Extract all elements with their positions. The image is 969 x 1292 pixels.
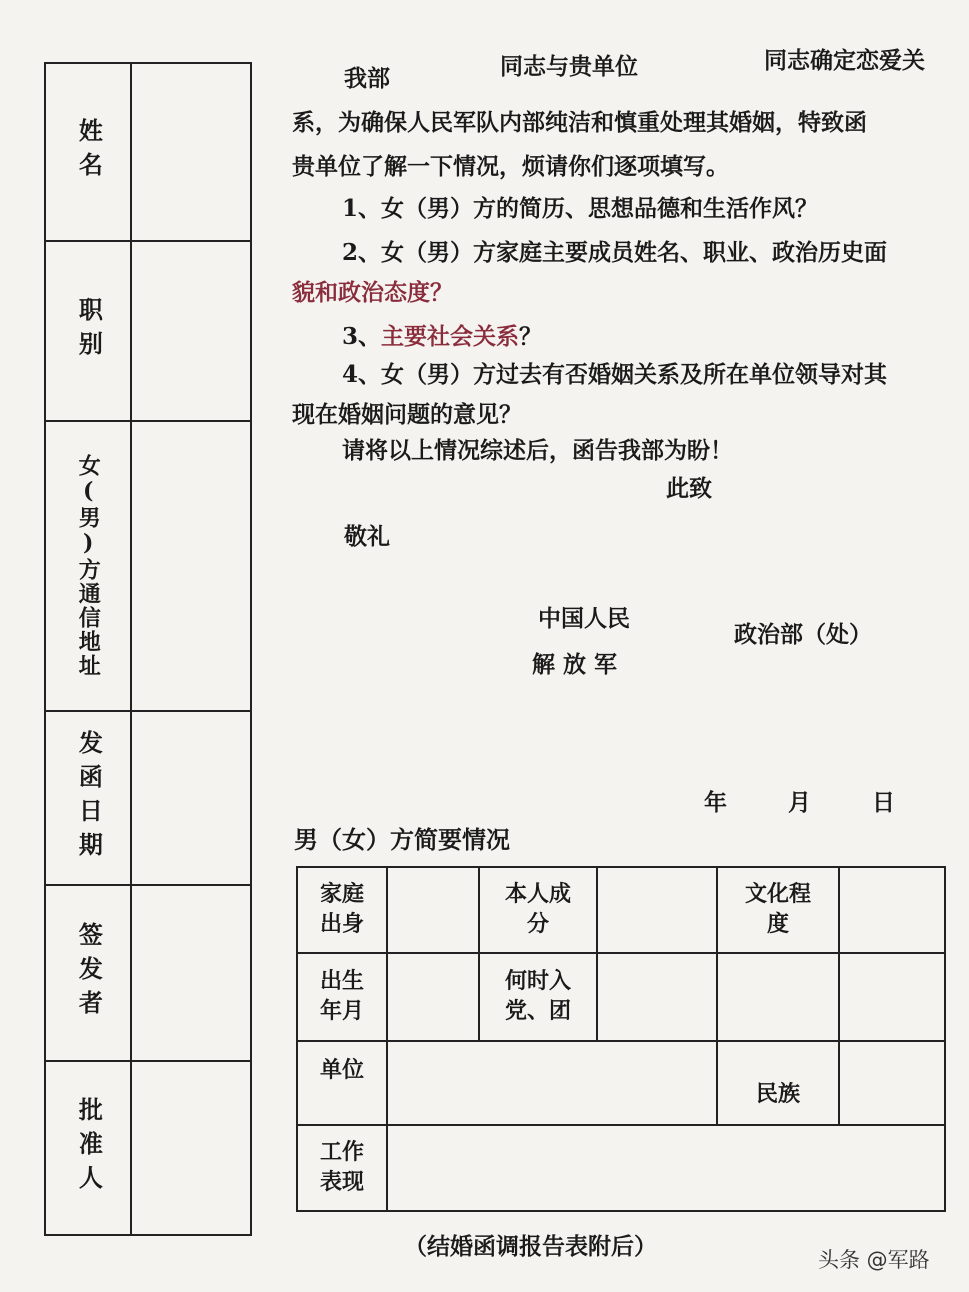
stub-label: 批准人: [46, 1062, 132, 1234]
question-2: 2、女（男）方家庭主要成员姓名、职业、政治历史面: [342, 239, 888, 266]
label-party-join: 何时入党、团: [480, 954, 598, 1042]
value-birth[interactable]: [388, 954, 480, 1042]
stub-table: [44, 62, 252, 1236]
value-family-origin[interactable]: [388, 868, 480, 954]
stub-label: 姓名: [46, 64, 132, 240]
stub-value-field[interactable]: [132, 64, 250, 240]
value-ethnicity[interactable]: [840, 1042, 944, 1126]
date-year: 年: [704, 789, 727, 816]
letter-text: 系，为确保人民军队内部纯洁和慎重处理其婚姻，特致函: [292, 109, 867, 136]
stub-row-name: [46, 64, 250, 242]
question-4-cont: 现在婚姻问题的意见？: [292, 401, 522, 428]
stub-value-field[interactable]: [132, 422, 250, 710]
info-table: [296, 866, 946, 1212]
q3-suffix: ？: [519, 323, 543, 350]
stub-label: 签发者: [46, 886, 132, 1060]
value-party-join[interactable]: [598, 954, 718, 1042]
stub-value-field[interactable]: [132, 242, 250, 420]
label-birth: 出生年月: [298, 954, 388, 1042]
stub-value-field[interactable]: [132, 886, 250, 1060]
letter-text: 贵单位了解一下情况，烦请你们逐项填写。: [292, 153, 729, 180]
stub-value-field[interactable]: [132, 712, 250, 884]
stub-row-send-date: [46, 712, 250, 886]
letter-text: 同志确定恋爱关: [764, 47, 925, 74]
stub-row-title: [46, 242, 250, 422]
date-day: 日: [872, 789, 895, 816]
value-education[interactable]: [840, 868, 944, 954]
stub-label: 职别: [46, 242, 132, 420]
value-extra-2[interactable]: [840, 954, 944, 1042]
label-ethnicity: 民族: [718, 1042, 840, 1126]
label-education: 文化程度: [718, 868, 840, 954]
label-personal-status: 本人成分: [480, 868, 598, 954]
letter-text: 我部: [344, 65, 390, 92]
value-performance[interactable]: [388, 1126, 944, 1210]
watermark: 头条 @军路: [818, 1248, 930, 1272]
stub-row-approver: [46, 1062, 250, 1234]
sender-line2: 解 放 军: [532, 651, 618, 678]
stub-row-address: [46, 422, 250, 712]
closing-jingli: 敬礼: [344, 523, 390, 550]
value-extra[interactable]: [718, 954, 840, 1042]
date-month: 月: [788, 789, 811, 816]
question-3: [342, 318, 542, 351]
closing-cizhi: 此致: [666, 475, 712, 502]
letter-text: 同志与贵单位: [500, 53, 638, 80]
footnote: （结婚函调报告表附后）: [404, 1233, 657, 1260]
label-unit: 单位: [298, 1042, 388, 1126]
letter-request: 请将以上情况综述后，函告我部为盼！: [342, 437, 733, 464]
question-1: 1、女（男）方的简历、思想品德和生活作风？: [342, 195, 819, 222]
value-unit[interactable]: [388, 1042, 718, 1126]
q3-prefix: 3、: [342, 323, 382, 350]
section-title: 男（女）方简要情况: [294, 825, 510, 854]
stub-label: 女(男)方通信地址: [46, 422, 132, 710]
label-performance: 工作表现: [298, 1126, 388, 1210]
question-4: 4、女（男）方过去有否婚姻关系及所在单位领导对其: [342, 361, 888, 388]
sender-line1: 中国人民: [538, 605, 630, 632]
stub-row-issuer: [46, 886, 250, 1062]
sender-dept: 政治部（处）: [734, 621, 872, 648]
question-2-cont: 貌和政治态度？: [292, 279, 453, 306]
value-personal-status[interactable]: [598, 868, 718, 954]
label-family-origin: 家庭出身: [298, 868, 388, 954]
q3-highlight: 主要社会关系: [381, 323, 520, 350]
stub-value-field[interactable]: [132, 1062, 250, 1234]
stub-label: 发函日期: [46, 712, 132, 884]
